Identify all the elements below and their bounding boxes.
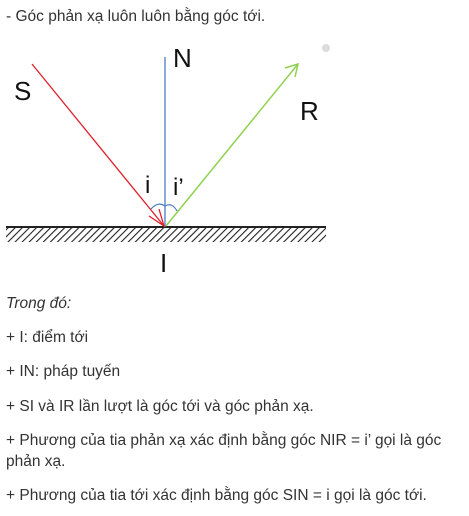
label-reflected: R [300, 96, 319, 126]
mirror-surface [6, 228, 326, 242]
reflected-ray [166, 64, 298, 226]
legend-item-rays: + SI và IR lần lượt là góc tới và góc phản xạ. [6, 398, 314, 415]
reflected-angle-arc [165, 205, 177, 211]
intro-statement: - Góc phản xạ luôn luôn bằng góc tới. [6, 8, 266, 25]
label-reflected-angle: i’ [173, 174, 184, 201]
label-normal: N [173, 43, 192, 73]
incident-ray [32, 64, 164, 226]
legend-heading: Trong đó: [6, 295, 72, 312]
label-incident: S [14, 76, 32, 106]
legend-item-normal: + IN: pháp tuyến [6, 363, 121, 380]
label-point: I [160, 248, 168, 278]
legend-item-incidence-angle: + Phương của tia tới xác định bằng góc SIN = i gọi là góc tới. [6, 487, 427, 504]
label-incident-angle: i [145, 172, 151, 199]
incident-angle-arc [151, 204, 165, 209]
reflection-diagram [0, 30, 469, 285]
legend-item-reflection-angle: + Phương của tia phản xạ xác định bằng góc NIR = i’ gọi là góc phản xạ. [6, 432, 442, 470]
legend-item-point: + I: điểm tới [6, 329, 89, 346]
decorative-dot [322, 44, 330, 52]
